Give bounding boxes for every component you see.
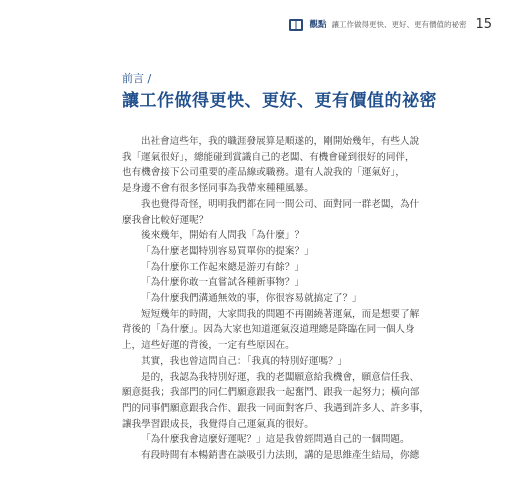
body-line: 門的同事們願意跟我合作、跟我一同面對客戶、我遇到許多人、許多事， — [122, 402, 429, 414]
body-line: 是身邊不會有很多怪同事為我帶來種種風暴。 — [122, 183, 314, 195]
header-title: 讓工作做得更快、更好、更有價值的祕密 — [331, 19, 467, 29]
body-line: 「為什麼老闆特別容易買單你的提案？」 — [141, 245, 314, 257]
body-line: 「為什麼我會這麼好運呢？」這是我曾經問過自己的一個問題。 — [141, 434, 410, 446]
body-line: 我也覺得奇怪，明明我們都在同一間公司、面對同一群老闆，為什 — [141, 198, 420, 210]
body-line: 讓我學習跟成長，我覺得自己運氣真的很好。 — [122, 418, 314, 430]
body-line: 後來幾年，開始有人問我「為什麼」？ — [141, 230, 305, 242]
body-line: 上，這些好運的背後，一定有些原因在。 — [122, 340, 295, 352]
book-icon — [288, 17, 304, 31]
body-text — [122, 134, 429, 464]
page-number: 15 — [475, 16, 492, 32]
body-line: 也有機會接下公司重要的產品線或職務。還有人說我的「運氣好」， — [122, 167, 406, 179]
body-line: 「為什麼你工作起來總是游刃有餘？」 — [141, 261, 305, 273]
body-line: 短短幾年的時間，大家問我的問題不再圍繞著運氣，而是想要了解 — [141, 308, 420, 320]
running-header — [288, 14, 492, 34]
body-line: 其實，我也曾這問自己：「我真的特別好運嗎？」 — [141, 355, 348, 367]
body-line: 「為什麼你敢一直嘗試各種新事物？」 — [141, 277, 305, 289]
section-label: 觀點 — [309, 20, 327, 30]
body-line: 出社會這些年，我的職涯發展算是順遂的，剛開始幾年，有些人說 — [141, 136, 420, 147]
chapter-label: 前言 / — [122, 72, 152, 85]
body-line: 有段時間有本暢銷書在談吸引力法則，講的是思維產生結局，你總 — [141, 450, 420, 462]
body-line: 我「運氣很好」，總能碰到賞識自己的老闆、有機會碰到很好的同伴， — [122, 151, 415, 163]
chapter-title: 讓工作做得更快、更好、更有價值的祕密 — [122, 91, 437, 111]
body-line: 麼我會比較好運呢？ — [122, 214, 209, 226]
body-line: 是的，我認為我特別好運，我的老闆願意給我機會，願意信任我、 — [141, 371, 420, 383]
body-line: 背後的「為什麼」。因為大家也知道運氣沒道理總是降臨在同一個人身 — [122, 324, 415, 336]
body-line: 願意挺我；我部門的同仁們願意跟我一起奮鬥、跟我一起努力；橫向部 — [122, 387, 420, 399]
body-line: 「為什麼我們溝通無效的事，你很容易就搞定了？」 — [141, 293, 362, 305]
